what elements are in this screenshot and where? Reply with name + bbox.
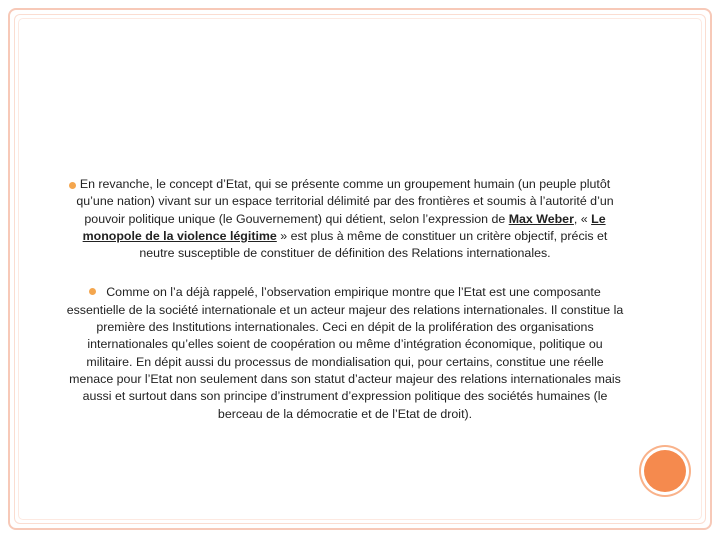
paragraph-etat-concept xyxy=(64,176,626,262)
paragraph-etat-acteur xyxy=(64,284,626,422)
paragraph1-text-middle: , « xyxy=(573,211,592,226)
paragraph2-text: Comme on l’a déjà rappelé, l’observation empirique montre que l’Etat est une composante essentielle de la société internationale et un acteur majeur des relations internationales. Il constitue la première des Institutions internationales. Ceci en dépit de la prolifération des organisations internationales qu’elles soient de coopération ou même d’intégration économique, politique ou militaire. En dépit aussi du processus de mondialisation qui, pour certains, constitue une réelle menace pour l’Etat non seulement dans son statut d’acteur majeur des relations internationales mais aussi et surtout dans son principe d’instrument d’expression politique des sociétés humaines (le berceau de la démocratie et de l’Etat de droit). xyxy=(66,285,624,421)
bullet-icon xyxy=(89,288,96,295)
bullet-icon xyxy=(69,182,76,189)
paragraph1-text-before: En revanche, le concept d’Etat, qui se présente comme un groupement humain (un peuple plutôt qu’une nation) vivant sur un espace territorial délimité par des frontières et soumis à l’autorité d’un pouvoir politique unique (le Gouvernement) qui détient, selon l’expression de xyxy=(76,177,614,226)
decorative-circle xyxy=(644,450,686,492)
slide-content xyxy=(64,176,626,423)
paragraph1-text-after: » est plus à même de constituer un critère objectif, précis et neutre susceptible de constituer de définition des Relations internationales. xyxy=(139,228,608,261)
monopole-quote: Le monopole de la violence légitime xyxy=(82,211,606,243)
max-weber-reference: Max Weber xyxy=(508,211,574,226)
